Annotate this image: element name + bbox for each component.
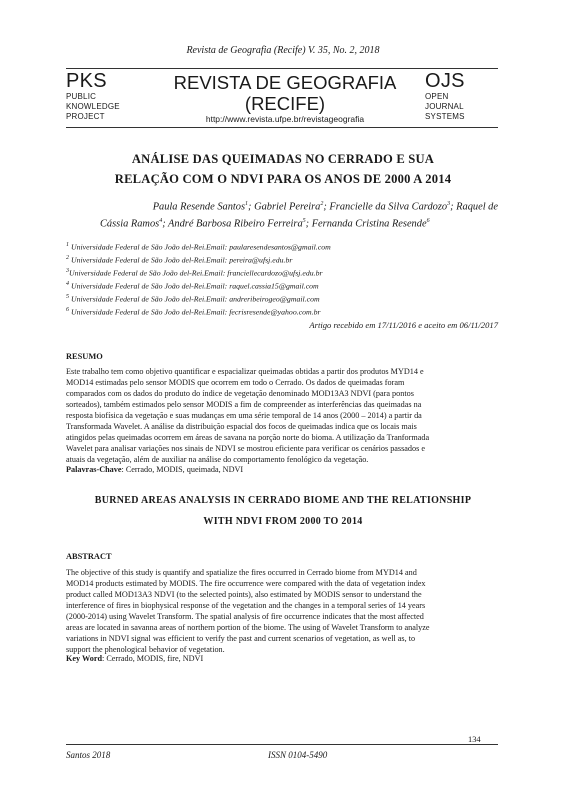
masthead-bottom-rule: [66, 127, 498, 128]
affiliation-item: [66, 305, 506, 318]
pks-subtitle: [66, 92, 120, 122]
author-name: ; Francielle da Silva Cardozo: [323, 201, 448, 213]
abstract-line: MOD14 products estimated by MODIS. The fire occurrence were compared with the data of vegetation index: [66, 579, 426, 588]
abstract-line: interference of fires in biophysical response of the vegetation and the changes in a temporal series of 14 years: [66, 601, 426, 610]
affiliation-num: 6: [66, 307, 69, 314]
abstract-line: support the phenological behavior of vegetation.: [66, 645, 225, 654]
pks-logo: PKS: [66, 70, 107, 92]
pks-sub-line: KNOWLEDGE: [66, 102, 120, 111]
author-line2: [100, 214, 498, 231]
journal-name-line1: REVISTA DE GEOGRAFIA: [173, 72, 397, 93]
author-name: ; Raquel de: [450, 201, 498, 213]
resumo-line: atuais da vegetação, além de auxiliar na análise do comportamento fenológico da vegetação.: [66, 455, 369, 464]
affiliations: [66, 240, 506, 319]
resumo-line: Wavelet para analisar variações nos sinais de NDVI se mostrou eficiente para verificar os cenários passados e: [66, 444, 425, 453]
pks-sub-line: PUBLIC: [66, 92, 97, 101]
affiliation-text: Universidade Federal de São João del-Rei.Email: fecrisresende@yahoo.com.br: [69, 308, 321, 318]
author-name: Cássia Ramos: [100, 218, 160, 230]
received-accepted-dates: Artigo recebido em 17/11/2016 e aceito em 06/11/2017: [309, 320, 498, 330]
resumo-line: sorteados), também estimados pelo sensor MODIS a fim de compreender as interferências das queimadas na: [66, 400, 422, 409]
affiliation-text: Universidade Federal de São João del-Rei.Email: pereira@ufsj.edu.br: [69, 255, 293, 265]
affiliation-text: Universidade Federal de São João del-Rei.Email: paularesendesantos@gmail.com: [69, 242, 331, 252]
journal-name-line2: (RECIFE): [244, 93, 326, 114]
affiliation-item: [66, 292, 506, 305]
author-name: ; Fernanda Cristina Resende: [305, 218, 427, 230]
footer-issn: ISSN 0104-5490: [268, 750, 328, 760]
resumo-line: comparados com os dados do produto do índice de vegetação denominado MOD13A3 NDVI (para pontos: [66, 389, 414, 398]
abstract-line: (2000-2014) using Wavelet Transform. The spatial analysis of fire occurrence indicates that the most affected: [66, 612, 424, 621]
journal-name: [150, 72, 420, 114]
ojs-sub-line: JOURNAL: [425, 102, 464, 111]
affiliation-num: 5: [66, 294, 69, 301]
title-line2: RELAÇÃO COM O NDVI PARA OS ANOS DE 2000 A 2014: [114, 172, 452, 186]
author-sup: 1: [245, 201, 249, 207]
abstract-line: areas are located in savanna areas of northern portion of the biome. The using of Wavelet Transform to analyze: [66, 623, 430, 632]
author-sup: 3: [447, 201, 451, 207]
palavras-chave: [66, 465, 498, 474]
abstract-line: product called MOD13A3 NDVI (to the selected points), also estimated by MODIS sensor to understand the: [66, 590, 422, 599]
affiliation-num: 2: [66, 255, 69, 262]
journal-url[interactable]: http://www.revista.ufpe.br/revistageografia: [205, 114, 365, 124]
page-number: 134: [468, 735, 481, 744]
author-sup: 6: [426, 218, 430, 225]
ojs-sub-line: SYSTEMS: [425, 112, 465, 121]
pks-sub-line: PROJECT: [66, 112, 105, 121]
resumo-line: Transformada Wavelet. A análise da distribuição espacial dos focos de queimadas indica que os locais mais: [66, 422, 417, 431]
affiliation-item: [66, 253, 506, 266]
affiliation-text: Universidade Federal de São João del-Rei.Email: franciellecardozo@ufsj.edu.br: [69, 268, 323, 278]
title-line1: ANÁLISE DAS QUEIMADAS NO CERRADO E SUA: [131, 152, 435, 166]
author-line1: [100, 197, 498, 214]
abstract-line: The objective of this study is quantify and spatialize the fires occurred in Cerrado biome from MYD14 and: [66, 568, 417, 577]
resumo-line: MOD14 estimadas pelo sensor MODIS que ocorrem em todo o Cerrado. Os dados de queimadas foram: [66, 378, 405, 387]
resumo-line: Este trabalho tem como objetivo quantificar e espacializar queimadas obtidas a partir dos produtos MYD14 e: [66, 367, 424, 376]
affiliation-item: [66, 279, 506, 292]
author-name: ; Gabriel Pereira: [248, 201, 321, 213]
footer-rule: [66, 744, 498, 745]
keywords-label: Palavras-Chave: [66, 465, 122, 474]
author-sup: 5: [302, 218, 306, 225]
author-list: [100, 197, 498, 232]
resumo-body: [66, 366, 498, 465]
masthead-top-rule: [66, 68, 498, 69]
keywords-text: : Cerrado, MODIS, fire, NDVI: [102, 654, 204, 663]
resumo-line: atingidos pelas queimadas ocorrem em áreas de savana na porção norte do bioma. A utilização da Tranformada: [66, 433, 430, 442]
affiliation-text: Universidade Federal de São João del-Rei.Email: andreribeirogeo@gmail.com: [69, 294, 320, 304]
author-sup: 4: [159, 218, 163, 225]
abstract-line: variations in NDVI signal was efficient to verify the past and current scenarios of vegetation, as well as, to: [66, 634, 416, 643]
running-header: Revista de Geografia (Recife) V. 35, No. 2, 2018: [186, 45, 380, 56]
key-word: [66, 654, 498, 663]
footer-author-year: Santos 2018: [66, 750, 111, 760]
english-title-line1: BURNED AREAS ANALYSIS IN CERRADO BIOME AND THE RELATIONSHIP: [94, 495, 472, 506]
author-sup: 2: [320, 201, 324, 207]
affiliation-num: 4: [66, 281, 69, 288]
affiliation-item: [66, 240, 506, 253]
resumo-heading: RESUMO: [66, 352, 103, 361]
affiliation-text: Universidade Federal de São João del-Rei.Email: raquel.cassia15@gmail.com: [69, 281, 319, 291]
ojs-logo: OJS: [425, 70, 465, 92]
resumo-line: resposta biofísica da vegetação e suas mudanças em uma série temporal de 14 anos (2000 – 2014) a partir da: [66, 411, 422, 420]
author-name: Paula Resende Santos: [152, 201, 246, 213]
affiliation-item: [66, 266, 506, 279]
english-title: [66, 490, 500, 532]
english-title-line2: WITH NDVI FROM 2000 TO 2014: [203, 516, 363, 527]
article-title: [66, 149, 500, 189]
abstract-body: [66, 567, 498, 655]
affiliation-num: 1: [66, 242, 69, 248]
abstract-heading: ABSTRACT: [66, 552, 112, 561]
keywords-text: : Cerrado, MODIS, queimada, NDVI: [121, 465, 244, 474]
ojs-subtitle: [425, 92, 465, 122]
ojs-sub-line: OPEN: [425, 92, 449, 101]
affiliation-num: 3: [66, 268, 69, 275]
keywords-label: Key Word: [66, 654, 103, 663]
author-name: ; André Barbosa Ribeiro Ferreira: [162, 218, 303, 230]
